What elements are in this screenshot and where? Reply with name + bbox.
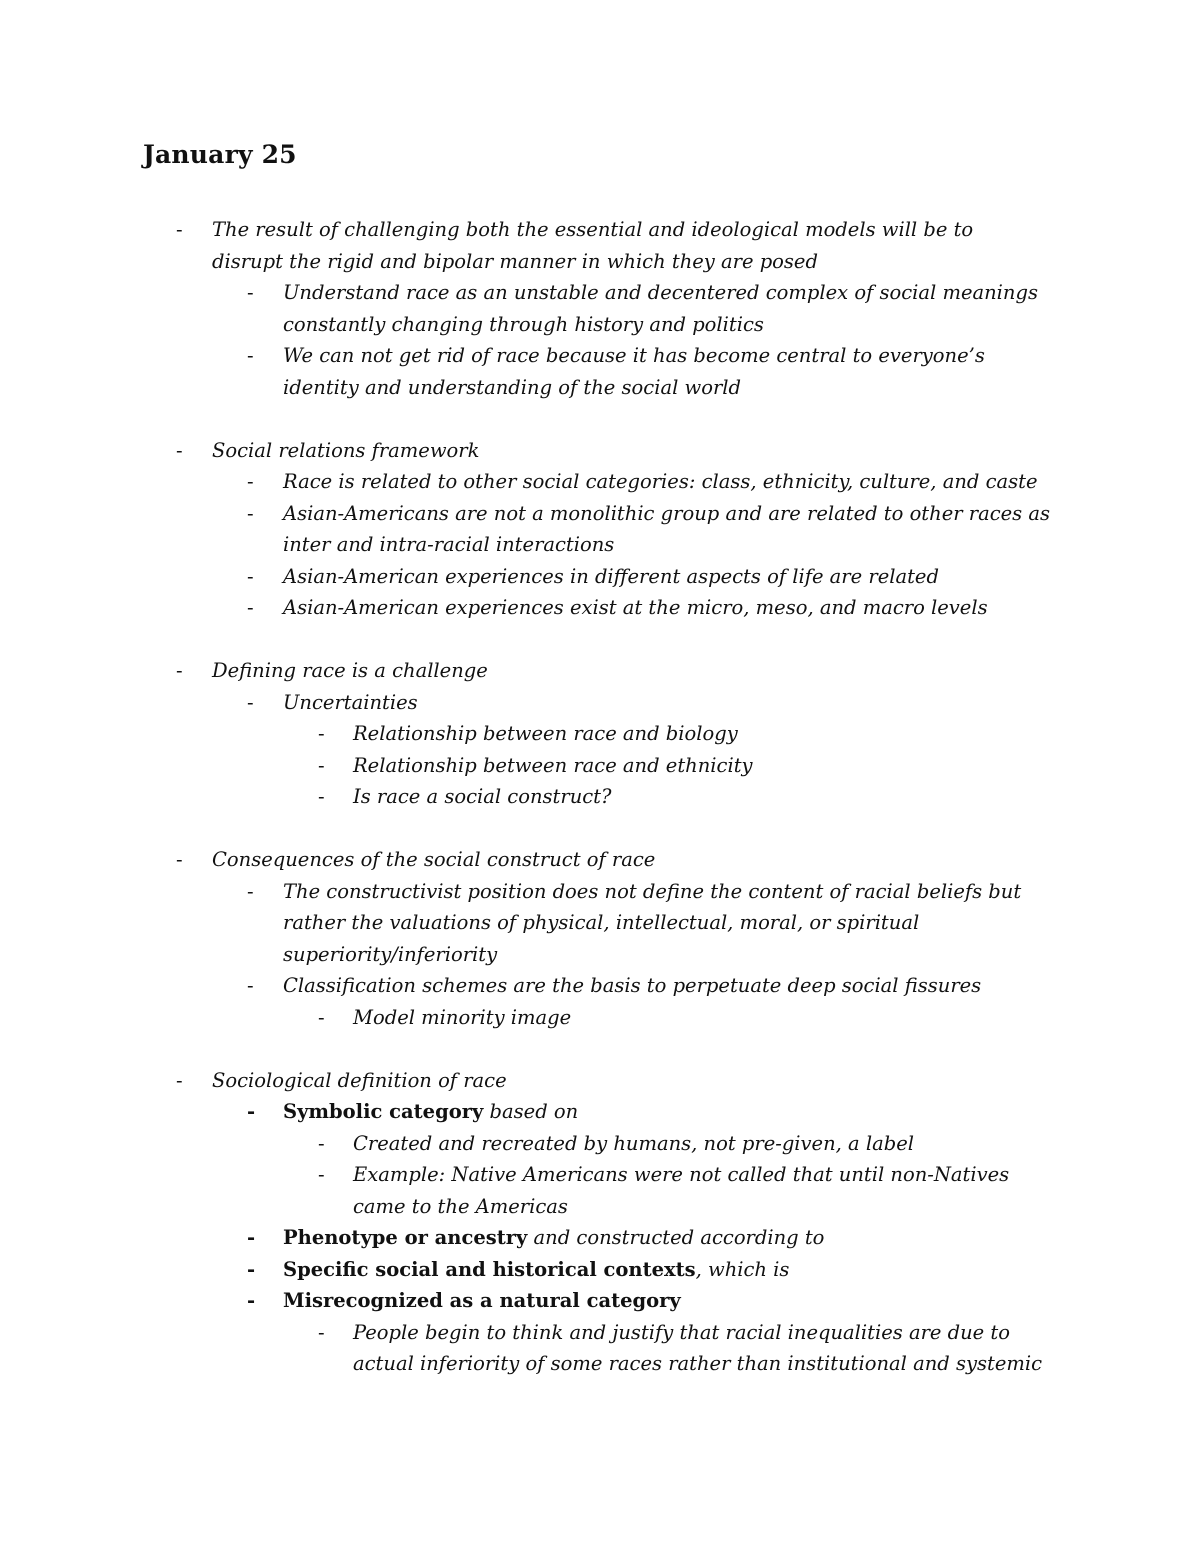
list-item: - Sociological definition of race — [0, 1065, 1200, 1097]
bullet-dash-icon: - — [247, 1257, 256, 1281]
list-item: - Asian-American experiences exist at the micro, meso, and macro levels — [0, 592, 1200, 624]
bullet-dash-icon: - — [176, 218, 183, 241]
bullet-dash-icon: - — [247, 879, 254, 903]
list-item: - Relationship between race and ethnicity — [0, 750, 1200, 782]
term-continuation: and constructed according to — [527, 1226, 825, 1249]
list-item: - Asian-Americans are not a monolithic group and are related to other races as inter and intra-racial interactions — [0, 498, 1200, 561]
bullet-dash-icon: - — [176, 438, 183, 462]
bullet-dash-icon: - — [247, 1100, 256, 1123]
list-item: - The result of challenging both the essential and ideological models will be to disrupt the rigid and bipolar manner in which they are posed — [0, 214, 1200, 277]
bullet-dash-icon: - — [247, 564, 254, 588]
bullet-dash-icon: - — [318, 785, 325, 808]
bold-term: Symbolic category — [283, 1100, 484, 1123]
list-item: - Defining race is a challenge — [0, 655, 1200, 687]
section-spacer — [0, 1033, 1200, 1065]
term-continuation: , which is — [695, 1257, 790, 1281]
list-item — [0, 1096, 1200, 1128]
bold-term: Misrecognized as a natural category — [283, 1289, 681, 1312]
list-item — [0, 1222, 1200, 1254]
bullet-dash-icon: - — [247, 344, 254, 367]
list-item: - The constructivist position does not define the content of racial beliefs but rather the valuations of physical, intellectual, moral, or spiritual superiority/inferiority — [0, 876, 1200, 971]
bullet-dash-icon: - — [247, 596, 254, 619]
bullet-dash-icon: - — [247, 1226, 256, 1249]
bullet-dash-icon: - — [247, 470, 254, 493]
list-item: - Social relations framework — [0, 435, 1200, 467]
list-item: - Is race a social construct? — [0, 781, 1200, 813]
bullet-dash-icon: - — [318, 1005, 325, 1029]
bullet-dash-icon: - — [318, 753, 325, 777]
list-item: - Race is related to other social categories: class, ethnicity, culture, and caste — [0, 466, 1200, 498]
bold-term: Specific social and historical contexts — [283, 1257, 696, 1281]
list-item: - Created and recreated by humans, not pre-given, a label — [0, 1128, 1200, 1160]
bullet-dash-icon: - — [176, 659, 183, 682]
list-item: - Classification schemes are the basis to perpetuate deep social fissures — [0, 970, 1200, 1002]
bullet-dash-icon: - — [247, 690, 254, 714]
list-item: - Consequences of the social construct of race — [0, 844, 1200, 876]
section-spacer — [0, 624, 1200, 656]
list-item: - Model minority image — [0, 1002, 1200, 1034]
section-spacer — [0, 813, 1200, 845]
bullet-dash-icon: - — [318, 1131, 325, 1155]
list-item: - Example: Native Americans were not called that until non-Natives came to the Americas — [0, 1159, 1200, 1222]
list-item: - Asian-American experiences in different aspects of life are related — [0, 561, 1200, 593]
bold-term: Phenotype or ancestry — [283, 1226, 528, 1249]
list-item: - Understand race as an unstable and decentered complex of social meanings constantly changing through history and politics — [0, 277, 1200, 340]
list-item: - We can not get rid of race because it has become central to everyone’s identity and understanding of the social world — [0, 340, 1200, 403]
list-item — [0, 1254, 1200, 1286]
term-continuation: based on — [483, 1100, 579, 1123]
list-item: - People begin to think and justify that racial inequalities are due to actual inferiority of some races rather than institutional and systemic — [0, 1317, 1200, 1380]
bullet-dash-icon: - — [176, 848, 183, 871]
bullet-dash-icon: - — [318, 1163, 325, 1186]
list-item: - Relationship between race and biology — [0, 718, 1200, 750]
bullet-dash-icon: - — [247, 1289, 256, 1312]
bullet-dash-icon: - — [176, 1068, 183, 1092]
bullet-dash-icon: - — [318, 722, 325, 745]
bullet-dash-icon: - — [247, 281, 254, 304]
bullet-dash-icon: - — [318, 1320, 325, 1344]
page-title: January 25 — [143, 140, 297, 169]
bullet-dash-icon: - — [247, 974, 254, 997]
bullet-dash-icon: - — [247, 501, 254, 525]
section-spacer — [0, 403, 1200, 435]
list-item — [0, 1285, 1200, 1317]
list-item: - Uncertainties — [0, 687, 1200, 719]
notes-list — [0, 214, 1200, 1380]
